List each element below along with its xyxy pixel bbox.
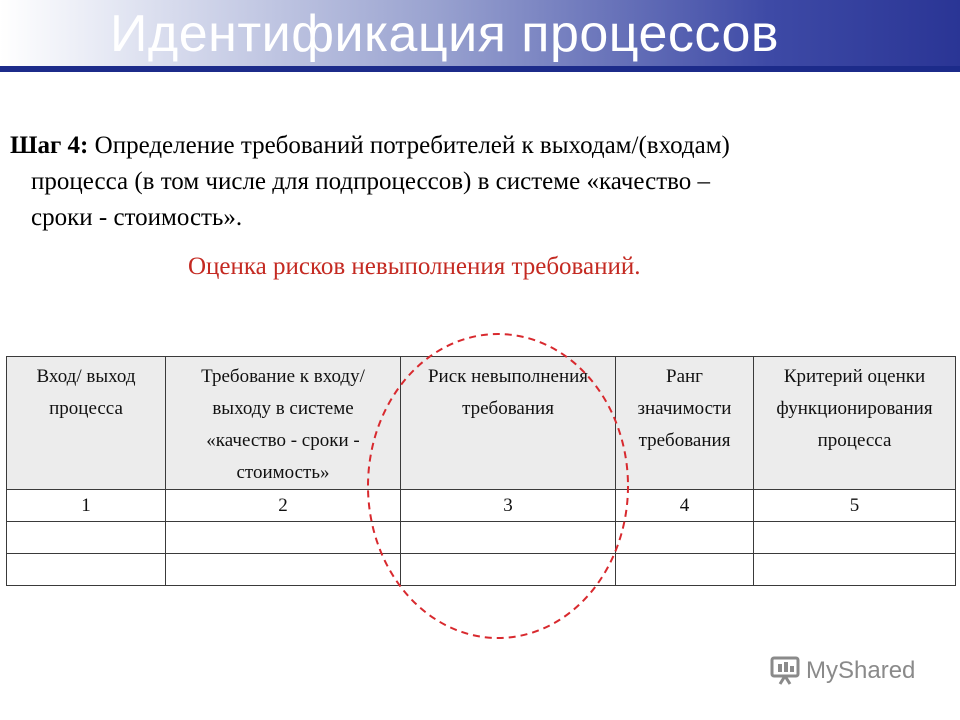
- header-line: Вход/ выход: [36, 366, 136, 387]
- page-title: Идентификация процессов: [110, 5, 780, 63]
- presentation-icon: [770, 656, 802, 686]
- step-label: Шаг 4:: [10, 132, 89, 159]
- dashed-ellipse: [368, 334, 628, 638]
- watermark-text: MyShared: [806, 657, 916, 684]
- column-number: 5: [754, 490, 956, 522]
- step-line-3: сроки - стоимость».: [31, 204, 243, 231]
- column-number: 3: [401, 490, 616, 522]
- watermark: [770, 656, 915, 686]
- header-line: функционирования: [776, 398, 933, 419]
- header-line: Критерий оценки: [783, 366, 926, 387]
- header-line: процесса: [817, 430, 892, 451]
- header-line: выходу в системе: [212, 398, 354, 419]
- step-line-2: процесса (в том числе для подпроцессов) в системе «качество –: [31, 168, 711, 195]
- step-line-1-text: Определение требований потребителей к выходам/(входам): [88, 132, 730, 159]
- header-line: Требование к входу/: [201, 366, 365, 387]
- header-line: значимости: [637, 398, 732, 419]
- header-line: стоимость»: [236, 462, 330, 483]
- header-line: требования: [462, 398, 554, 419]
- header-line: требования: [638, 430, 731, 451]
- column-number: 2: [166, 490, 401, 522]
- column-number: 4: [616, 490, 754, 522]
- header-line: процесса: [49, 398, 123, 419]
- header-line: Риск невыполнения: [427, 366, 589, 387]
- risk-subtitle: Оценка рисков невыполнения требований.: [188, 253, 641, 280]
- header-line: Ранг: [666, 366, 703, 387]
- header-line: «качество - сроки -: [206, 430, 360, 451]
- column-number: 1: [7, 490, 166, 522]
